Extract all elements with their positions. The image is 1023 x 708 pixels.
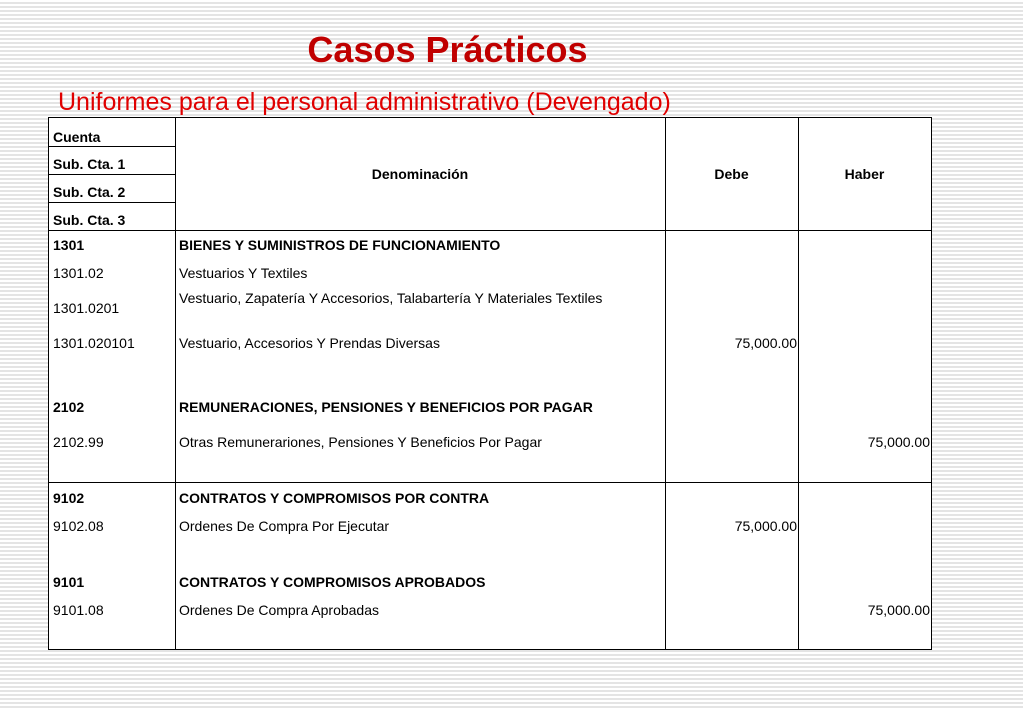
row-description: Ordenes De Compra Por Ejecutar xyxy=(179,518,390,534)
row-code: 9101 xyxy=(53,574,85,590)
header-sub-cta-3: Sub. Cta. 3 xyxy=(53,212,126,228)
row-description: Otras Remunerariones, Pensiones Y Beneficios Por Pagar xyxy=(179,434,542,450)
row-description: BIENES Y SUMINISTROS DE FUNCIONAMIENTO xyxy=(179,237,501,253)
haber-amount: 75,000.00 xyxy=(867,434,930,450)
page-subtitle: Uniformes para el personal administrativo (Devengado) xyxy=(58,88,671,116)
row-description: CONTRATOS Y COMPROMISOS POR CONTRA xyxy=(179,490,490,506)
row-description: CONTRATOS Y COMPROMISOS APROBADOS xyxy=(179,574,486,590)
row-description: Ordenes De Compra Aprobadas xyxy=(179,602,379,618)
row-code: 1301.020101 xyxy=(53,335,135,351)
header-sub-cta-1: Sub. Cta. 1 xyxy=(53,156,126,172)
page-title: Casos Prácticos xyxy=(307,29,588,70)
row-description: REMUNERACIONES, PENSIONES Y BENEFICIOS POR PAGAR xyxy=(179,399,593,415)
header-denominacion: Denominación xyxy=(371,166,469,182)
column-divider xyxy=(798,118,799,649)
header-haber: Haber xyxy=(844,166,885,182)
row-code: 2102 xyxy=(53,399,85,415)
column-divider xyxy=(665,118,666,649)
row-code: 9101.08 xyxy=(53,602,104,618)
header-cuenta: Cuenta xyxy=(53,129,101,145)
header-debe: Debe xyxy=(714,166,749,182)
row-description: Vestuario, Accesorios Y Prendas Diversas xyxy=(179,335,440,351)
debe-amount: 75,000.00 xyxy=(734,335,797,351)
row-description: Vestuarios Y Textiles xyxy=(179,265,308,281)
header-bottom-border xyxy=(49,230,931,231)
row-code: 1301.0201 xyxy=(53,300,120,316)
debe-amount: 75,000.00 xyxy=(734,518,797,534)
row-code: 9102.08 xyxy=(53,518,104,534)
row-divider xyxy=(49,174,175,175)
row-divider xyxy=(49,202,175,203)
haber-amount: 75,000.00 xyxy=(867,602,930,618)
row-description: Vestuario, Zapatería Y Accesorios, Talabartería Y Materiales Textiles xyxy=(179,290,603,306)
accounting-table xyxy=(48,117,932,650)
row-code: 1301 xyxy=(53,237,85,253)
column-divider xyxy=(175,118,176,649)
row-code: 9102 xyxy=(53,490,85,506)
row-divider xyxy=(49,146,175,147)
row-code: 1301.02 xyxy=(53,265,104,281)
row-code: 2102.99 xyxy=(53,434,104,450)
header-sub-cta-2: Sub. Cta. 2 xyxy=(53,184,126,200)
section-divider xyxy=(49,482,931,483)
